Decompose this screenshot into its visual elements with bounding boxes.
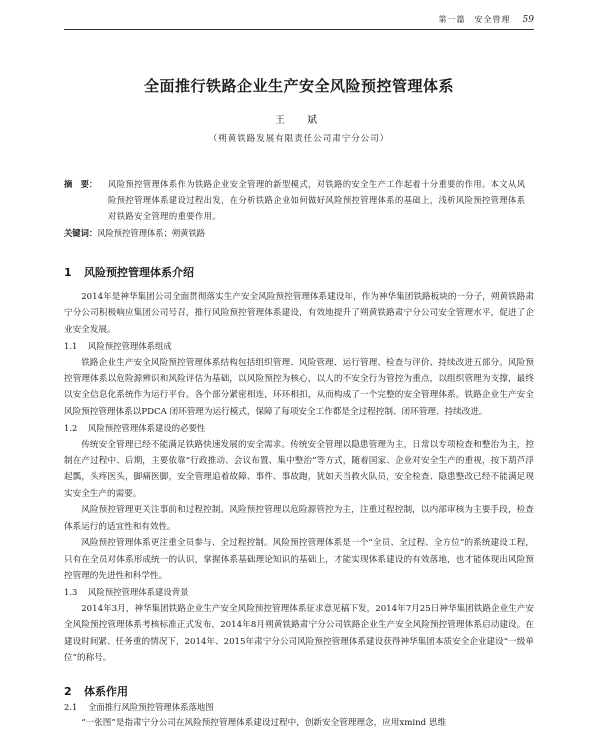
paragraph: 2014年是神华集团公司全面贯彻落实生产安全风险预控管理体系建设年，作为神华集团铁路板块的一分子，朔黄铁路肃宁分公司积极响应集团公司号召，推行风险预控管理体系建设，有效地提升了朔黄铁路肃宁分公司安全管理水平，促进了企业安全发展。 <box>64 292 534 335</box>
subsection-title: 风险预控管理体系建设背景 <box>88 587 189 598</box>
section-number: 2 <box>64 685 72 698</box>
paragraph: 风险预控管理体系更注重全员参与、全过程控制。风险预控管理体系是一个“全员、全过程、全方位”的系统建设工程，只有在全员对体系形成统一的认识，掌握体系基础理论知识的基础上，才能实现体系建设的有效落地，也才能体现出风险预控管理的先进性和科学性。 <box>64 538 534 581</box>
section-heading-2 <box>64 683 534 699</box>
paragraph: 传统安全管理已经不能满足铁路快速发展的安全需求。传统安全管理以隐患管理为主，日常以专项检查和整治为主，控制在产过程中、后期，主要依靠“行政推动、会议布置、集中整治”等方式，随着国家、企业对安全生产的重视，按下葫芦浮起瓢，头疼医头，脚痛医脚，安全管理追着故障、事件、事故跑，犹如天当救火队员，安全检查、隐患整改已经不能满足现实安全生产的需要。 <box>64 439 534 499</box>
abstract <box>64 176 534 224</box>
subsection-title: 全面推行风险预控管理体系落地图 <box>88 702 214 712</box>
subsection-number: 1.3 <box>64 587 78 598</box>
header-rule <box>64 29 534 30</box>
section-1-body <box>64 289 534 666</box>
abstract-block <box>64 176 534 241</box>
running-head-label: 第一篇 安全管理 <box>438 15 511 24</box>
subsection-number: 1.1 <box>64 341 78 352</box>
author-affiliation: （朔黄铁路发展有限责任公司肃宁分公司） <box>208 134 390 144</box>
subsection-heading-1-2 <box>64 420 534 436</box>
keywords-label: 关键词： <box>64 228 98 238</box>
subsection-title: 风险预控管理体系组成 <box>88 341 172 352</box>
paragraph: “一张图”是指肃宁分公司在风险预控管理体系建设过程中，创新安全管理理念，应用xmind 思维 <box>81 718 447 729</box>
subsection-number: 1.2 <box>64 423 78 434</box>
section-2-body <box>64 699 534 732</box>
subsection-number: 2.1 <box>64 702 78 712</box>
keywords-text: 风险预控管理体系；朔黄铁路 <box>97 228 206 238</box>
section-title: 体系作用 <box>84 685 128 698</box>
paragraph: 2014年3月，神华集团铁路企业生产安全风险预控管理体系征求意见稿下发，2014年7月25日神华集团铁路企业生产安全风险预控管理体系考核标准正式发布，2014年8月朔黄铁路肃宁分公司铁路企业生产安全风险预控管理体系启动建设。在建设时间紧、任务重的情况下，2014年、2015年肃宁分公司风险预控管理体系建设获得神华集团本质安全企业建设“一级单位”的称号。 <box>64 603 534 663</box>
paragraph: 风险预控管理更关注事前和过程控制。风险预控管理以危险源管控为主，注重过程控制，以内部审核为主要手段，检查体系运行的适宜性和有效性。 <box>64 505 534 532</box>
section-title: 风险预控管理体系介绍 <box>84 266 194 279</box>
subsection-title: 风险预控管理体系建设的必要性 <box>88 423 206 434</box>
abstract-text: 风险预控管理体系作为铁路企业安全管理的新型模式，对铁路的安全生产工作起着十分重要的作用。本文从风险预控管理体系建设过程出发，在分析铁路企业如何做好风险预控管理体系的基础上，浅析风险预控管理体系对铁路安全管理的重要作用。 <box>108 179 526 221</box>
keywords <box>64 225 534 241</box>
page-number: 59 <box>522 15 534 25</box>
article-title: 全面推行铁路企业生产安全风险预控管理体系 <box>143 77 454 95</box>
abstract-label: 摘 要： <box>64 179 98 189</box>
subsection-heading-1-3 <box>64 584 534 600</box>
paragraph: 铁路企业生产安全风险预控管理体系结构包括组织管理、风险管理、运行管理、检查与评价、持续改进五部分。风险预控管理体系以危险源辨识和风险评估为基础，以风险预控为核心，以人的不安全行为管控为重点，以组织管理为支撑，最终以安全信息化系统作为运行平台。各个部分紧密相连，环环相扣，从而构成了一个完整的安全管理体系。铁路企业生产安全风险预控管理体系以PDCA 闭环管理为运行模式，保障了每项安全工作都是全过程控制、闭环管理、持续改进。 <box>64 357 534 417</box>
section-number: 1 <box>64 266 72 279</box>
section-heading-1 <box>64 264 534 280</box>
subsection-heading-2-1 <box>64 699 534 715</box>
author-name: 王 斌 <box>275 115 323 126</box>
running-head <box>64 14 534 25</box>
subsection-heading-1-1 <box>64 338 534 354</box>
